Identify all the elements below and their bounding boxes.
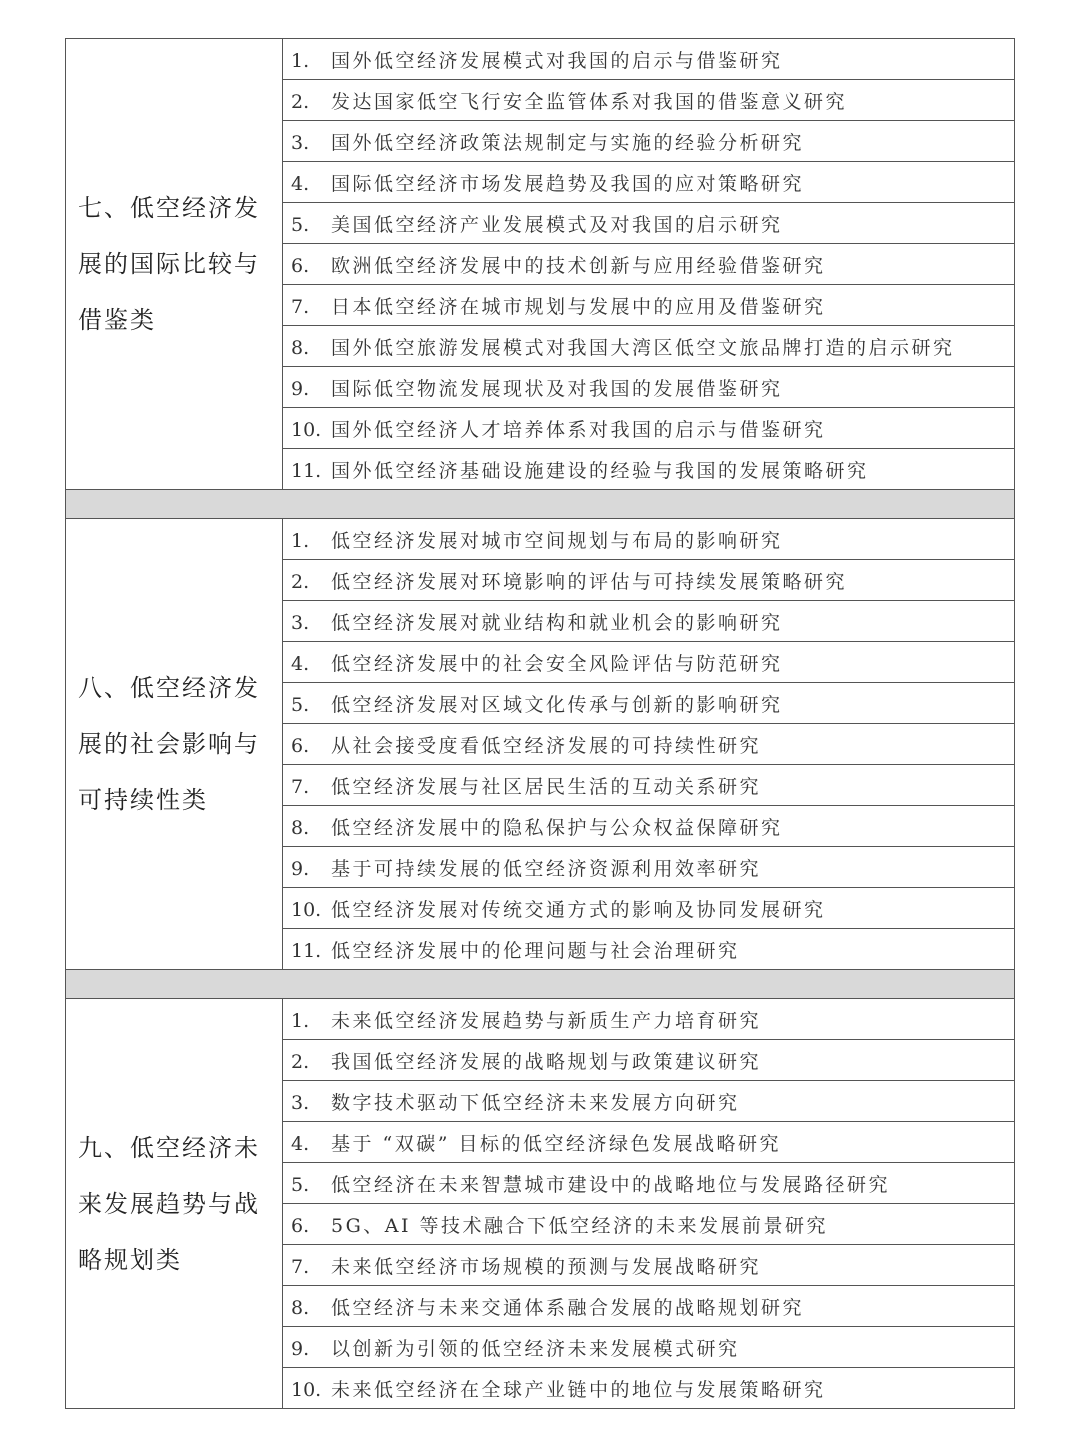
- topic-item: [283, 765, 1015, 806]
- topic-text: 国外低空旅游发展模式对我国大湾区低空文旅品牌打造的启示研究: [331, 336, 955, 359]
- topic-text: 基于 “双碳” 目标的低空经济绿色发展战略研究: [331, 1132, 782, 1155]
- topic-text: 基于可持续发展的低空经济资源利用效率研究: [331, 857, 762, 880]
- topic-text: 低空经济发展对就业结构和就业机会的影响研究: [331, 611, 783, 634]
- section-separator-row: [66, 970, 1015, 999]
- topic-number: 2.: [291, 1050, 310, 1073]
- topic-item: [283, 519, 1015, 560]
- table-row: [66, 39, 1015, 80]
- topic-number: 10.: [291, 898, 322, 921]
- topic-item: [283, 1081, 1015, 1122]
- topic-text: 发达国家低空飞行安全监管体系对我国的借鉴意义研究: [331, 90, 848, 113]
- section-separator-row: [66, 490, 1015, 519]
- topic-text: 从社会接受度看低空经济发展的可持续性研究: [331, 734, 762, 757]
- topic-number: 8.: [291, 1296, 310, 1319]
- table-body: [66, 39, 1015, 1409]
- topic-number: 9.: [291, 377, 310, 400]
- topic-text: 低空经济发展中的伦理问题与社会治理研究: [331, 939, 740, 962]
- topic-text: 低空经济发展中的隐私保护与公众权益保障研究: [331, 816, 783, 839]
- topic-text: 低空经济在未来智慧城市建设中的战略地位与发展路径研究: [331, 1173, 891, 1196]
- topic-text: 未来低空经济发展趋势与新质生产力培育研究: [331, 1009, 762, 1032]
- topic-number: 7.: [291, 295, 310, 318]
- topic-item: [283, 121, 1015, 162]
- topic-item: [283, 203, 1015, 244]
- topic-number: 4.: [291, 1132, 310, 1155]
- topic-text: 低空经济发展中的社会安全风险评估与防范研究: [331, 652, 783, 675]
- topic-number: 2.: [291, 90, 310, 113]
- topic-item: [283, 1163, 1015, 1204]
- topic-number: 4.: [291, 652, 310, 675]
- topic-item: [283, 847, 1015, 888]
- topic-item: [283, 80, 1015, 121]
- topic-text: 日本低空经济在城市规划与发展中的应用及借鉴研究: [331, 295, 826, 318]
- topic-text: 低空经济发展对区域文化传承与创新的影响研究: [331, 693, 783, 716]
- topic-text: 国外低空经济发展模式对我国的启示与借鉴研究: [331, 49, 783, 72]
- topic-item: [283, 1368, 1015, 1409]
- topic-text: 5G、AI 等技术融合下低空经济的未来发展前景研究: [331, 1214, 829, 1237]
- topic-text: 我国低空经济发展的战略规划与政策建议研究: [331, 1050, 762, 1073]
- topic-item: [283, 39, 1015, 80]
- topic-number: 7.: [291, 1255, 310, 1278]
- topic-number: 1.: [291, 529, 310, 552]
- topic-number: 8.: [291, 336, 310, 359]
- topic-item: [283, 162, 1015, 203]
- topic-number: 10.: [291, 1378, 322, 1401]
- topic-text: 未来低空经济市场规模的预测与发展战略研究: [331, 1255, 762, 1278]
- topic-item: [283, 683, 1015, 724]
- topic-text: 低空经济与未来交通体系融合发展的战略规划研究: [331, 1296, 805, 1319]
- topic-text: 低空经济发展对传统交通方式的影响及协同发展研究: [331, 898, 826, 921]
- topic-number: 9.: [291, 857, 310, 880]
- topic-item: [283, 888, 1015, 929]
- topic-text: 国外低空经济政策法规制定与实施的经验分析研究: [331, 131, 805, 154]
- topic-number: 5.: [291, 1173, 310, 1196]
- topic-text: 国际低空物流发展现状及对我国的发展借鉴研究: [331, 377, 783, 400]
- topic-item: [283, 1122, 1015, 1163]
- topic-item: [283, 1245, 1015, 1286]
- topic-number: 6.: [291, 254, 310, 277]
- topic-text: 国外低空经济基础设施建设的经验与我国的发展策略研究: [331, 459, 869, 482]
- topic-number: 3.: [291, 1091, 310, 1114]
- topic-number: 1.: [291, 1009, 310, 1032]
- topic-item: [283, 285, 1015, 326]
- section-separator-cell: [66, 490, 1015, 519]
- topic-item: [283, 642, 1015, 683]
- topic-text: 以创新为引领的低空经济未来发展模式研究: [331, 1337, 740, 1360]
- topic-item: [283, 1204, 1015, 1245]
- topic-item: [283, 929, 1015, 970]
- topic-number: 3.: [291, 131, 310, 154]
- topic-item: [283, 449, 1015, 490]
- topic-text: 低空经济发展对环境影响的评估与可持续发展策略研究: [331, 570, 848, 593]
- topic-number: 10.: [291, 418, 322, 441]
- topic-number: 5.: [291, 213, 310, 236]
- topic-number: 9.: [291, 1337, 310, 1360]
- topic-item: [283, 601, 1015, 642]
- topic-number: 4.: [291, 172, 310, 195]
- topic-number: 11.: [291, 459, 322, 482]
- topic-number: 2.: [291, 570, 310, 593]
- topic-text: 未来低空经济在全球产业链中的地位与发展策略研究: [331, 1378, 826, 1401]
- topic-item: [283, 560, 1015, 601]
- category-title: 九、低空经济未来发展趋势与战略规划类: [66, 999, 283, 1409]
- table-row: [66, 999, 1015, 1040]
- topic-text: 欧洲低空经济发展中的技术创新与应用经验借鉴研究: [331, 254, 826, 277]
- topic-number: 3.: [291, 611, 310, 634]
- topic-item: [283, 326, 1015, 367]
- topic-item: [283, 367, 1015, 408]
- topic-text: 国外低空经济人才培养体系对我国的启示与借鉴研究: [331, 418, 826, 441]
- topic-number: 11.: [291, 939, 322, 962]
- topic-number: 8.: [291, 816, 310, 839]
- topic-item: [283, 999, 1015, 1040]
- category-title: 七、低空经济发展的国际比较与借鉴类: [66, 39, 283, 490]
- topic-number: 7.: [291, 775, 310, 798]
- research-topic-table: [65, 38, 1015, 1409]
- topic-text: 国际低空经济市场发展趋势及我国的应对策略研究: [331, 172, 805, 195]
- topic-text: 数字技术驱动下低空经济未来发展方向研究: [331, 1091, 740, 1114]
- topic-number: 1.: [291, 49, 310, 72]
- topic-item: [283, 1286, 1015, 1327]
- topic-item: [283, 724, 1015, 765]
- topic-item: [283, 1327, 1015, 1368]
- topic-item: [283, 1040, 1015, 1081]
- topic-number: 6.: [291, 1214, 310, 1237]
- topic-item: [283, 408, 1015, 449]
- section-separator-cell: [66, 970, 1015, 999]
- topic-text: 美国低空经济产业发展模式及对我国的启示研究: [331, 213, 783, 236]
- category-title: 八、低空经济发展的社会影响与可持续性类: [66, 519, 283, 970]
- topic-item: [283, 244, 1015, 285]
- topic-number: 5.: [291, 693, 310, 716]
- table-row: [66, 519, 1015, 560]
- topic-number: 6.: [291, 734, 310, 757]
- topic-text: 低空经济发展对城市空间规划与布局的影响研究: [331, 529, 783, 552]
- topic-text: 低空经济发展与社区居民生活的互动关系研究: [331, 775, 762, 798]
- topic-item: [283, 806, 1015, 847]
